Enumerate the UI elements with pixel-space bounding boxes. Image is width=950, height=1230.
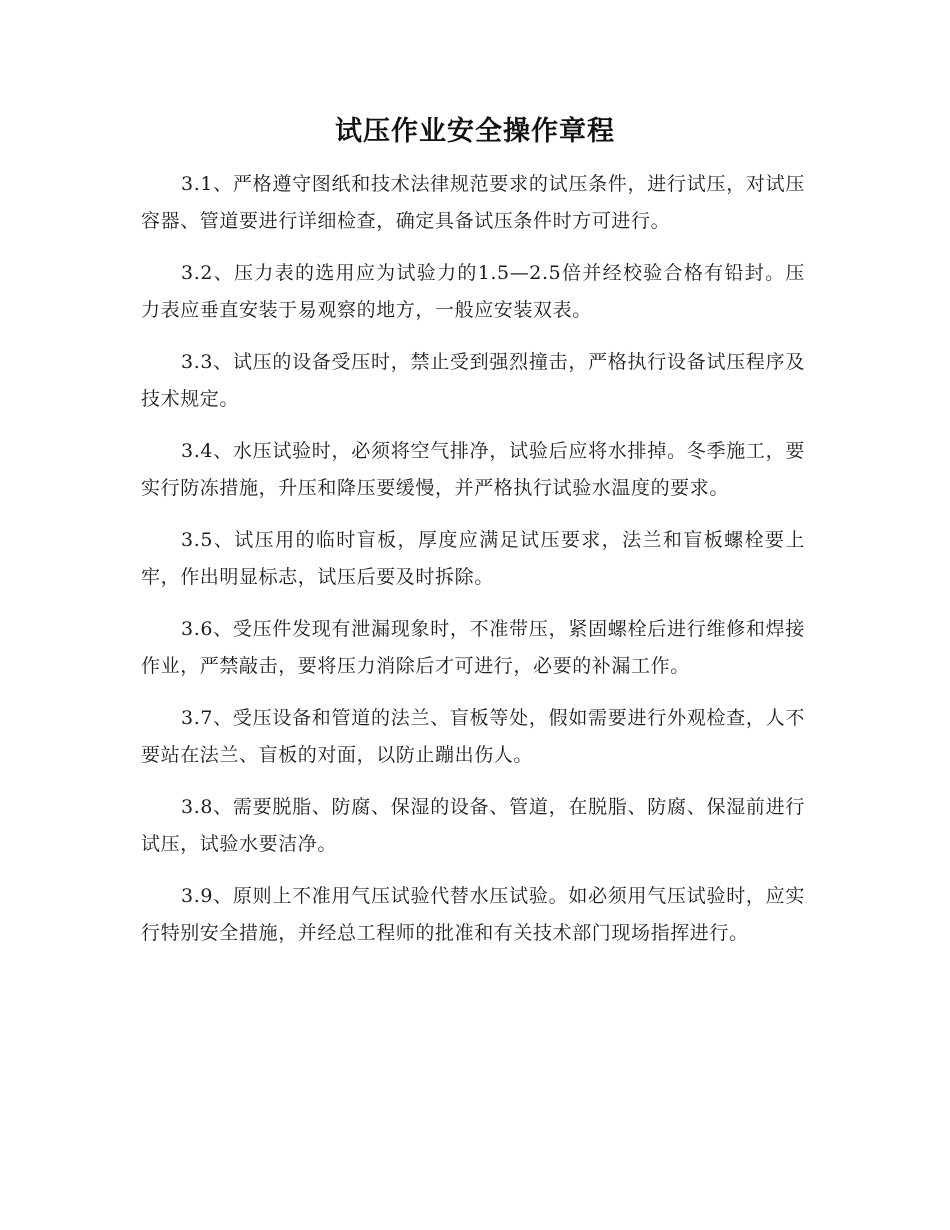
paragraph-3-2: 3.2、压力表的选用应为试验力的1.5—2.5倍并经校验合格有铅封。压力表应垂直安装于易观察的地方，一般应安装双表。 xyxy=(141,262,805,321)
paragraph-3-1: 3.1、严格遵守图纸和技术法律规范要求的试压条件，进行试压，对试压容器、管道要进行详细检查，确定具备试压条件时方可进行。 xyxy=(141,173,805,232)
paragraph-3-9: 3.9、原则上不准用气压试验代替水压试验。如必须用气压试验时，应实行特别安全措施，并经总工程师的批准和有关技术部门现场指挥进行。 xyxy=(141,885,805,944)
paragraph-3-3: 3.3、试压的设备受压时，禁止受到强烈撞击，严格执行设备试压程序及技术规定。 xyxy=(141,351,805,410)
document-body xyxy=(141,166,805,967)
paragraph-3-4: 3.4、水压试验时，必须将空气排净，试验后应将水排掉。冬季施工，要实行防冻措施，升压和降压要缓慢，并严格执行试验水温度的要求。 xyxy=(141,440,805,499)
paragraph-3-5: 3.5、试压用的临时盲板，厚度应满足试压要求，法兰和盲板螺栓要上牢，作出明显标志，试压后要及时拆除。 xyxy=(141,529,805,588)
document-title: 试压作业安全操作章程 xyxy=(335,116,615,147)
paragraph-3-7: 3.7、受压设备和管道的法兰、盲板等处，假如需要进行外观检查，人不要站在法兰、盲板的对面，以防止蹦出伤人。 xyxy=(141,707,805,766)
paragraph-3-6: 3.6、受压件发现有泄漏现象时，不准带压，紧固螺栓后进行维修和焊接作业，严禁敲击，要将压力消除后才可进行，必要的补漏工作。 xyxy=(141,618,805,677)
paragraph-3-8: 3.8、需要脱脂、防腐、保湿的设备、管道，在脱脂、防腐、保湿前进行试压，试验水要洁净。 xyxy=(141,796,805,855)
